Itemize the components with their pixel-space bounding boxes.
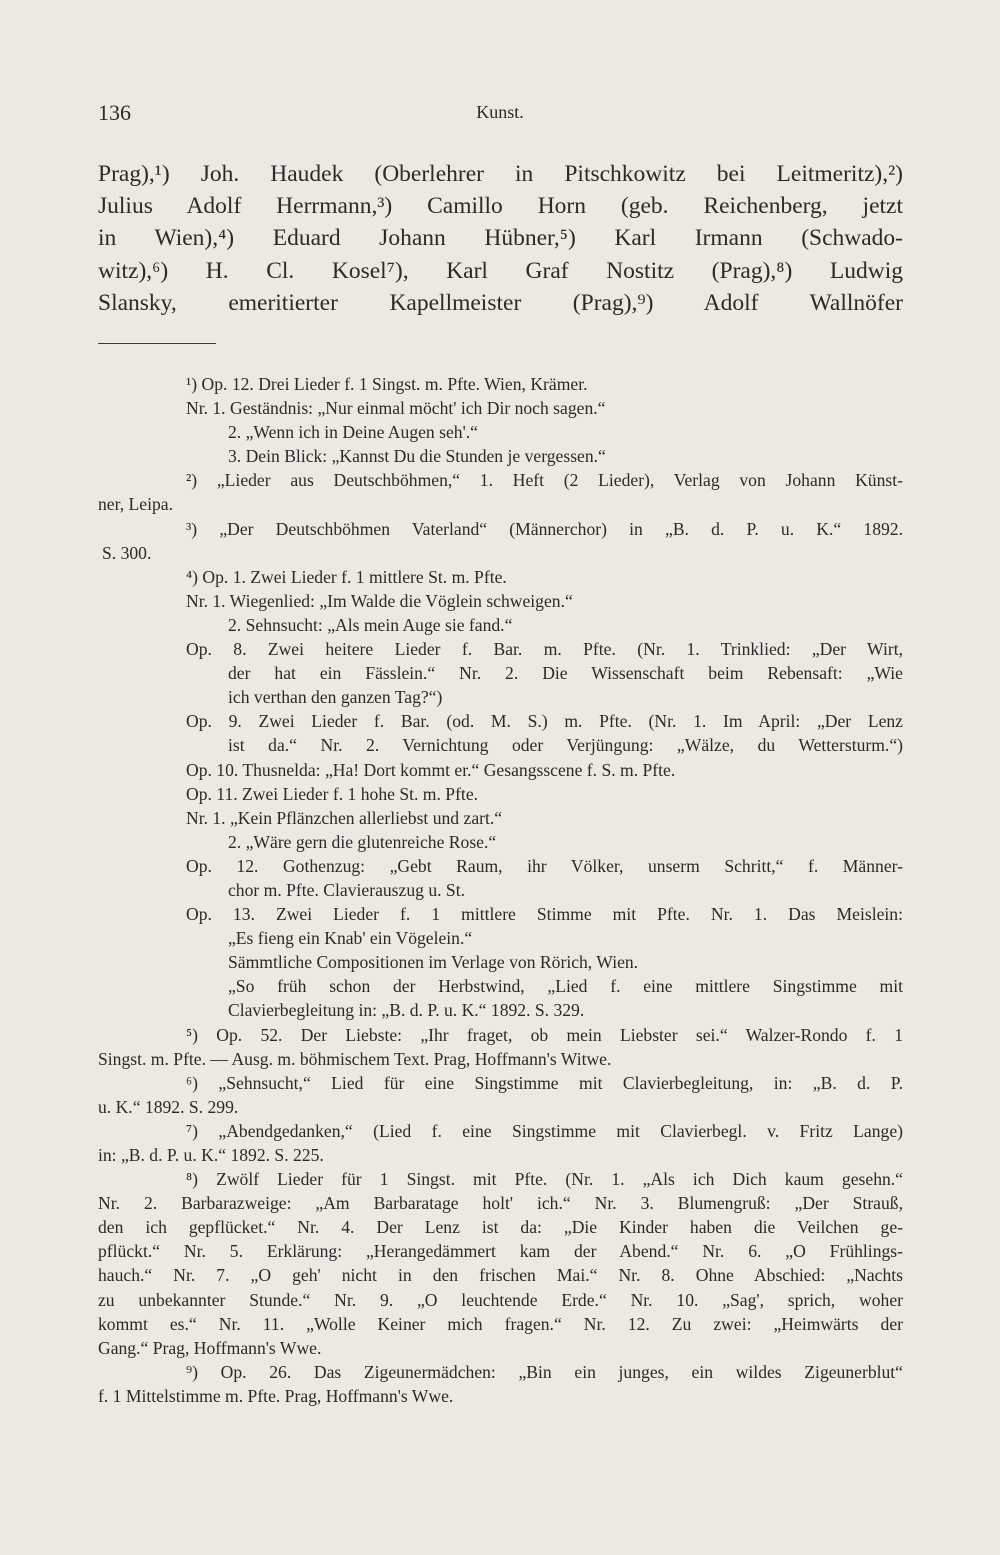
footnote-line: „Es fieng ein Knab' ein Vögelein.“ (228, 928, 473, 949)
footnote-line: Op. 8. Zwei heitere Lieder f. Bar. m. Pfte. (Nr. 1. Trinklied: „Der Wirt, (186, 639, 903, 660)
footnote-line: f. 1 Mittelstimme m. Pfte. Prag, Hoffmann's Wwe. (98, 1385, 454, 1406)
footnote-line: der hat ein Fässlein.“ Nr. 2. Die Wissenschaft beim Rebensaft: „Wie (228, 663, 903, 684)
footnote-line: Op. 11. Zwei Lieder f. 1 hohe St. m. Pfte. (186, 783, 479, 804)
footnote-line: ist da.“ Nr. 2. Vernichtung oder Verjüngung: „Wälze, du Wettersturm.“) (228, 735, 903, 756)
footnote-line: kommt es.“ Nr. 11. „Wolle Keiner mich fragen.“ Nr. 12. Zu zwei: „Heimwärts der (98, 1313, 903, 1334)
page-header (98, 100, 902, 130)
footnote-line: ³) „Der Deutschböhmen Vaterland“ (Männerchor) in „B. d. P. u. K.“ 1892. (186, 518, 903, 539)
main-line: Julius Adolf Herrmann,³) Camillo Horn (geb. Reichenberg, jetzt (98, 193, 903, 220)
footnote-line: ner, Leipa. (98, 494, 174, 515)
footnote-line: Clavierbegleitung in: „B. d. P. u. K.“ 1892. S. 329. (228, 1000, 585, 1021)
footnote-line: pflückt.“ Nr. 5. Erklärung: „Herangedämmert kam der Abend.“ Nr. 6. „O Frühlings- (98, 1241, 903, 1262)
footnote-line: Sämmtliche Compositionen im Verlage von Rörich, Wien. (228, 952, 639, 973)
footnote-line: hauch.“ Nr. 7. „O geh' nicht in den frischen Mai.“ Nr. 8. Ohne Abschied: „Nachts (98, 1265, 903, 1286)
running-title: Kunst. (476, 102, 524, 122)
main-line: Slansky, emeritierter Kapellmeister (Prag),⁹) Adolf Wallnöfer (98, 289, 903, 316)
footnote-line: Op. 12. Gothenzug: „Gebt Raum, ihr Völker, unserm Schritt,“ f. Männer- (186, 855, 903, 876)
footnote-line: Gang.“ Prag, Hoffmann's Wwe. (98, 1337, 322, 1358)
footnote-line: Op. 13. Zwei Lieder f. 1 mittlere Stimme mit Pfte. Nr. 1. Das Meislein: (186, 904, 903, 925)
main-text (98, 158, 903, 319)
footnote-line: in: „B. d. P. u. K.“ 1892. S. 225. (98, 1145, 324, 1165)
footnote-line: S. 300. (102, 542, 152, 563)
footnote-line: Nr. 1. Geständnis: „Nur einmal möcht' ich Dir noch sagen.“ (186, 398, 606, 419)
footnote-line: u. K.“ 1892. S. 299. (98, 1096, 239, 1117)
main-line: in Wien),⁴) Eduard Johann Hübner,⁵) Karl Irmann (Schwado- (98, 225, 903, 252)
footnote-line: 2. Sehnsucht: „Als mein Auge sie fand.“ (228, 614, 513, 635)
footnote-line: „So früh schon der Herbstwind, „Lied f. eine mittlere Singstimme mit (228, 976, 903, 997)
footnote-line: ¹) Op. 12. Drei Lieder f. 1 Singst. m. Pfte. Wien, Krämer. (186, 374, 588, 394)
footnote-line: 2. „Wenn ich in Deine Augen seh'.“ (228, 422, 478, 443)
footnote-line: ⁵) Op. 52. Der Liebste: „Ihr fraget, ob mein Liebster sei.“ Walzer-Rondo f. 1 (186, 1024, 903, 1045)
main-line: witz),⁶) H. Cl. Kosel⁷), Karl Graf Nostitz (Prag),⁸) Ludwig (98, 257, 903, 284)
footnote-line: Nr. 1. „Kein Pflänzchen allerliebst und zart.“ (186, 807, 503, 828)
footnote-line: ²) „Lieder aus Deutschböhmen,“ 1. Heft (2 Lieder), Verlag von Johann Künst- (186, 470, 903, 491)
footnote-line: den ich gepflücket.“ Nr. 4. Der Lenz ist da: „Die Kinder haben die Veilchen ge- (98, 1217, 903, 1238)
footnote-line: ⁸) Zwölf Lieder für 1 Singst. mit Pfte. (Nr. 1. „Als ich Dich kaum gesehn.“ (186, 1169, 903, 1190)
page-number: 136 (98, 100, 131, 125)
main-line: Prag),¹) Joh. Haudek (Oberlehrer in Pitschkowitz bei Leitmeritz),²) (98, 161, 903, 187)
footnote-line: chor m. Pfte. Clavierauszug u. St. (228, 879, 465, 900)
footnote-line: Nr. 1. Wiegenlied: „Im Walde die Vöglein schweigen.“ (186, 590, 573, 611)
footnote-line: ⁴) Op. 1. Zwei Lieder f. 1 mittlere St. m. Pfte. (186, 566, 507, 587)
footnote-line: 2. „Wäre gern die glutenreiche Rose.“ (228, 831, 497, 852)
footnote-line: ⁷) „Abendgedanken,“ (Lied f. eine Singstimme mit Clavierbegl. v. Fritz Lange) (186, 1120, 903, 1141)
footnote-line: Nr. 2. Barbarazweige: „Am Barbaratage holt' ich.“ Nr. 3. Blumengruß: „Der Strauß, (98, 1193, 903, 1214)
footnote-line: ⁹) Op. 26. Das Zigeunermädchen: „Bin ein junges, ein wildes Zigeunerblut“ (186, 1361, 903, 1382)
footnote-line: ich verthan den ganzen Tag?“) (228, 687, 443, 708)
footnote-line: Singst. m. Pfte. — Ausg. m. böhmischem Text. Prag, Hoffmann's Witwe. (98, 1048, 612, 1069)
footnote-separator (98, 343, 216, 344)
footnote-line: Op. 10. Thusnelda: „Ha! Dort kommt er.“ Gesangsscene f. S. m. Pfte. (186, 759, 676, 780)
footnote-line: zu unbekannter Stunde.“ Nr. 9. „O leuchtende Erde.“ Nr. 10. „Sag', sprich, woher (98, 1289, 903, 1310)
footnotes (98, 372, 903, 1408)
footnote-line: 3. Dein Blick: „Kannst Du die Stunden je vergessen.“ (228, 446, 606, 467)
footnote-line: Op. 9. Zwei Lieder f. Bar. (od. M. S.) m. Pfte. (Nr. 1. Im April: „Der Lenz (186, 711, 903, 732)
footnote-line: ⁶) „Sehnsucht,“ Lied für eine Singstimme mit Clavierbegleitung, in: „B. d. P. (186, 1072, 903, 1093)
